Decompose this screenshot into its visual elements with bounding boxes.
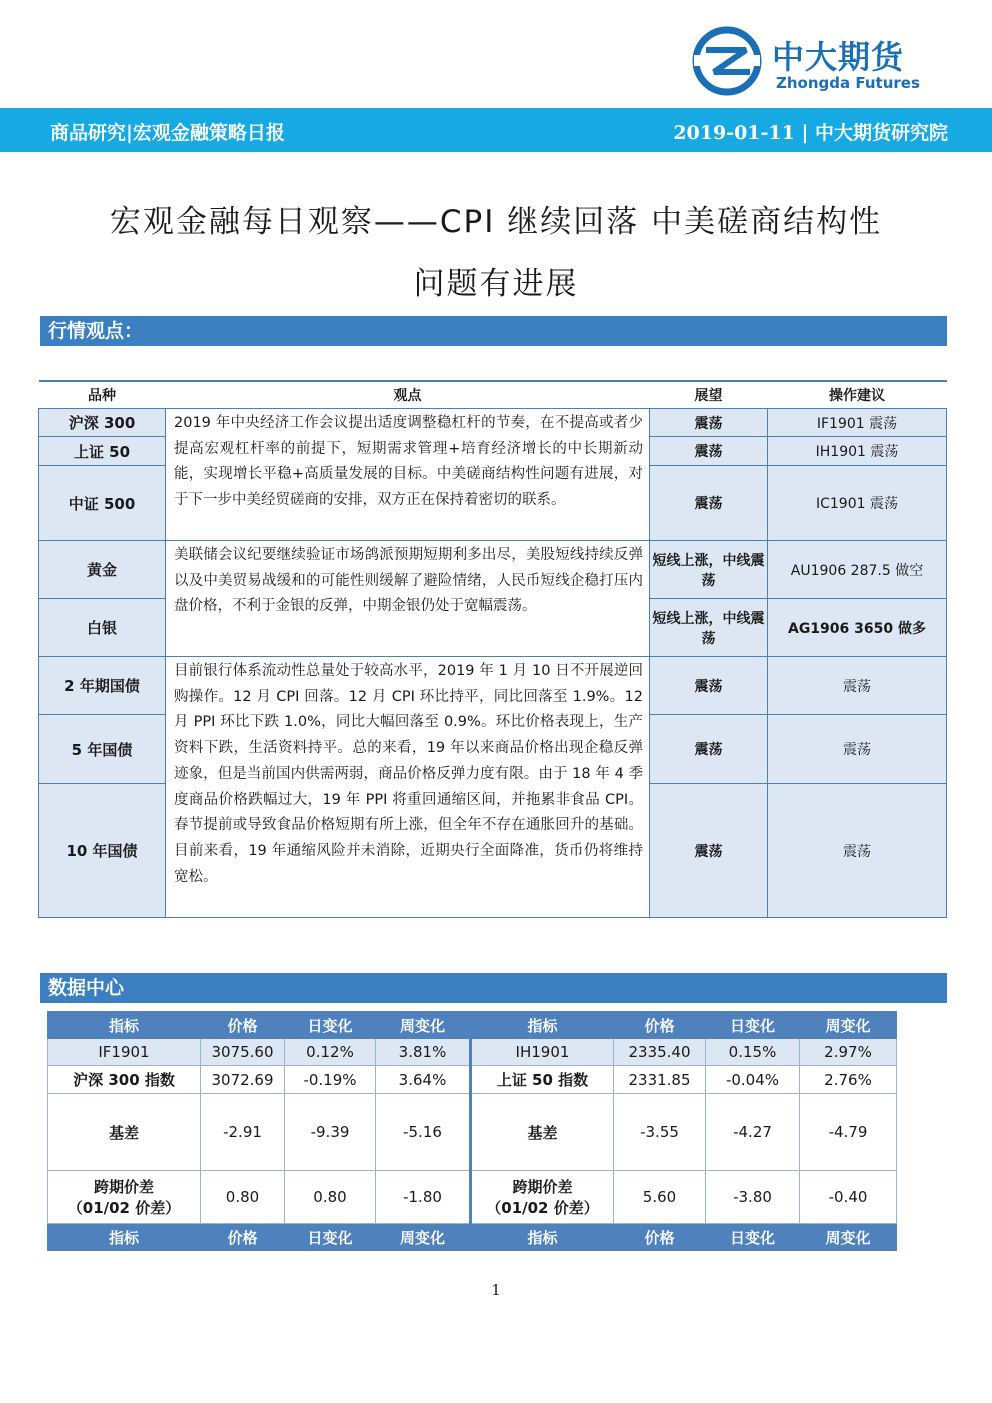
col-header: 指标 xyxy=(48,1224,201,1251)
cell: 3.81% xyxy=(376,1039,471,1066)
report-date-institute: 2019-01-11 | 中大期货研究院 xyxy=(673,122,948,144)
item-5y-bond: 5 年国债 xyxy=(39,715,166,784)
cell: 基差 xyxy=(48,1094,201,1171)
outlook-5y-bond: 震荡 xyxy=(650,715,768,784)
col-header: 周变化 xyxy=(800,1012,897,1039)
section-data-center: 数据中心 xyxy=(40,973,947,1003)
col-header: 周变化 xyxy=(376,1224,471,1251)
section-market-view: 行情观点： xyxy=(40,316,947,346)
item-silver: 白银 xyxy=(39,599,166,657)
header-advice: 操作建议 xyxy=(768,381,947,409)
zhongda-logo-icon xyxy=(692,26,762,96)
market-view-table xyxy=(38,380,947,918)
company-logo xyxy=(690,26,970,100)
spread-label: 跨期价差 xyxy=(93,1178,154,1196)
col-header: 周变化 xyxy=(800,1224,897,1251)
advice-10y-bond: 震荡 xyxy=(768,784,947,918)
data-header-row xyxy=(48,1012,897,1039)
cell: -3.80 xyxy=(706,1171,800,1224)
cell: 2331.85 xyxy=(614,1066,706,1094)
table-row xyxy=(48,1066,897,1094)
header-banner xyxy=(0,108,992,152)
table-row xyxy=(39,657,947,715)
advice-silver: AG1906 3650 做多 xyxy=(768,599,947,657)
cell: 2.97% xyxy=(800,1039,897,1066)
view-metals: 美联储会议纪要继续验证市场鸽派预期短期利多出尽，美股短线持续反弹以及中美贸易战缓和的可能性则缓解了避险情绪，人民币短线企稳打压内盘价格，不利于金银的反弹，中期金银仍处于宽幅震荡。 xyxy=(166,541,650,657)
cell: IF1901 xyxy=(48,1039,201,1066)
view-bonds: 目前银行体系流动性总量处于较高水平，2019 年 1 月 10 日不开展逆回购操作。12 月 CPI 回落。12 月 CPI 环比持平，同比回落至 1.9%。12 月 PPI 环比下跌 1.0%，同比大幅回落至 0.9%。环比价格表现上，生产资料下跌，生活资料持平。总的来看，19 年以来商品价格出现企稳反弹迹象，但是当前国内供需两弱，商品价格反弹力度有限。由于 18 年 4 季度商品价格跌幅过大，19 年 PPI 将重回通缩区间，并拖累非食品 CPI。春节提前或导致食品价格短期有所上涨，但全年不存在通胀回升的基础。目前来看，19 年通缩风险并未消除，近期央行全面降准，货币仍将维持宽松。 xyxy=(166,657,650,918)
advice-2y-bond: 震荡 xyxy=(768,657,947,715)
cell: -0.04% xyxy=(706,1066,800,1094)
col-header: 周变化 xyxy=(376,1012,471,1039)
col-header: 价格 xyxy=(614,1012,706,1039)
spread-label: 跨期价差 xyxy=(512,1178,573,1196)
logo-name-cn: 中大期货 xyxy=(772,38,905,76)
cell: IH1901 xyxy=(471,1039,614,1066)
cell: -4.27 xyxy=(706,1094,800,1171)
advice-5y-bond: 震荡 xyxy=(768,715,947,784)
col-header: 价格 xyxy=(614,1224,706,1251)
cell: -5.16 xyxy=(376,1094,471,1171)
col-header: 价格 xyxy=(201,1012,285,1039)
item-sse50: 上证 50 xyxy=(39,437,166,466)
header-item: 品种 xyxy=(39,381,166,409)
cell: 基差 xyxy=(471,1094,614,1171)
advice-gold: AU1906 287.5 做空 xyxy=(768,541,947,599)
data-footer-row xyxy=(48,1224,897,1251)
col-header: 指标 xyxy=(471,1224,614,1251)
col-header: 价格 xyxy=(201,1224,285,1251)
report-title-line1: 宏观金融每日观察——CPI 继续回落 中美磋商结构性 xyxy=(109,204,883,240)
cell: 沪深 300 指数 xyxy=(48,1066,201,1094)
table-header-row xyxy=(39,381,947,409)
item-10y-bond: 10 年国债 xyxy=(39,784,166,918)
outlook-10y-bond: 震荡 xyxy=(650,784,768,918)
table-row xyxy=(39,409,947,437)
cell: 3075.60 xyxy=(201,1039,285,1066)
cell: 0.80 xyxy=(285,1171,376,1224)
outlook-gold: 短线上涨，中线震荡 xyxy=(650,541,768,599)
table-row xyxy=(48,1171,897,1224)
table-row xyxy=(48,1039,897,1066)
col-header: 日变化 xyxy=(706,1224,800,1251)
cell: 3072.69 xyxy=(201,1066,285,1094)
cell: -0.19% xyxy=(285,1066,376,1094)
cell: -0.40 xyxy=(800,1171,897,1224)
advice-sse50: IH1901 震荡 xyxy=(768,437,947,466)
outlook-csi300: 震荡 xyxy=(650,409,768,437)
cell xyxy=(48,1171,201,1224)
outlook-csi500: 震荡 xyxy=(650,466,768,541)
data-center-table xyxy=(47,1011,897,1251)
col-header: 日变化 xyxy=(706,1012,800,1039)
header-view: 观点 xyxy=(166,381,650,409)
page-number: 1 xyxy=(491,1281,501,1299)
table-row xyxy=(39,541,947,599)
cell: 0.12% xyxy=(285,1039,376,1066)
cell: 2335.40 xyxy=(614,1039,706,1066)
spread-sub-label: （01/02 价差） xyxy=(486,1199,599,1217)
col-header: 日变化 xyxy=(285,1224,376,1251)
view-equity: 2019 年中央经济工作会议提出适度调整稳杠杆的节奏，在不提高或者少提高宏观杠杆率的前提下，短期需求管理+培育经济增长的中长期新动能，实现增长平稳+高质量发展的目标。中美磋商结构性问题有进展，对于下一步中美经贸磋商的安排，双方正在保持着密切的联系。 xyxy=(166,409,650,541)
item-gold: 黄金 xyxy=(39,541,166,599)
col-header: 日变化 xyxy=(285,1012,376,1039)
item-csi500: 中证 500 xyxy=(39,466,166,541)
advice-csi300: IF1901 震荡 xyxy=(768,409,947,437)
header-outlook: 展望 xyxy=(650,381,768,409)
report-title-line2: 问题有进展 xyxy=(413,266,579,302)
table-row xyxy=(48,1094,897,1171)
cell: 上证 50 指数 xyxy=(471,1066,614,1094)
outlook-2y-bond: 震荡 xyxy=(650,657,768,715)
col-header: 指标 xyxy=(48,1012,201,1039)
advice-csi500: IC1901 震荡 xyxy=(768,466,947,541)
cell: 3.64% xyxy=(376,1066,471,1094)
cell: -4.79 xyxy=(800,1094,897,1171)
cell: -3.55 xyxy=(614,1094,706,1171)
spread-sub-label: （01/02 价差） xyxy=(67,1199,181,1217)
cell: -9.39 xyxy=(285,1094,376,1171)
col-header: 指标 xyxy=(471,1012,614,1039)
report-category: 商品研究|宏观金融策略日报 xyxy=(50,122,285,144)
outlook-silver: 短线上涨，中线震荡 xyxy=(650,599,768,657)
cell: 0.80 xyxy=(201,1171,285,1224)
logo-name-en: Zhongda Futures xyxy=(776,74,920,92)
cell: 2.76% xyxy=(800,1066,897,1094)
item-csi300: 沪深 300 xyxy=(39,409,166,437)
cell: 0.15% xyxy=(706,1039,800,1066)
cell: 5.60 xyxy=(614,1171,706,1224)
outlook-sse50: 震荡 xyxy=(650,437,768,466)
cell xyxy=(471,1171,614,1224)
cell: -2.91 xyxy=(201,1094,285,1171)
item-2y-bond: 2 年期国债 xyxy=(39,657,166,715)
cell: -1.80 xyxy=(376,1171,471,1224)
